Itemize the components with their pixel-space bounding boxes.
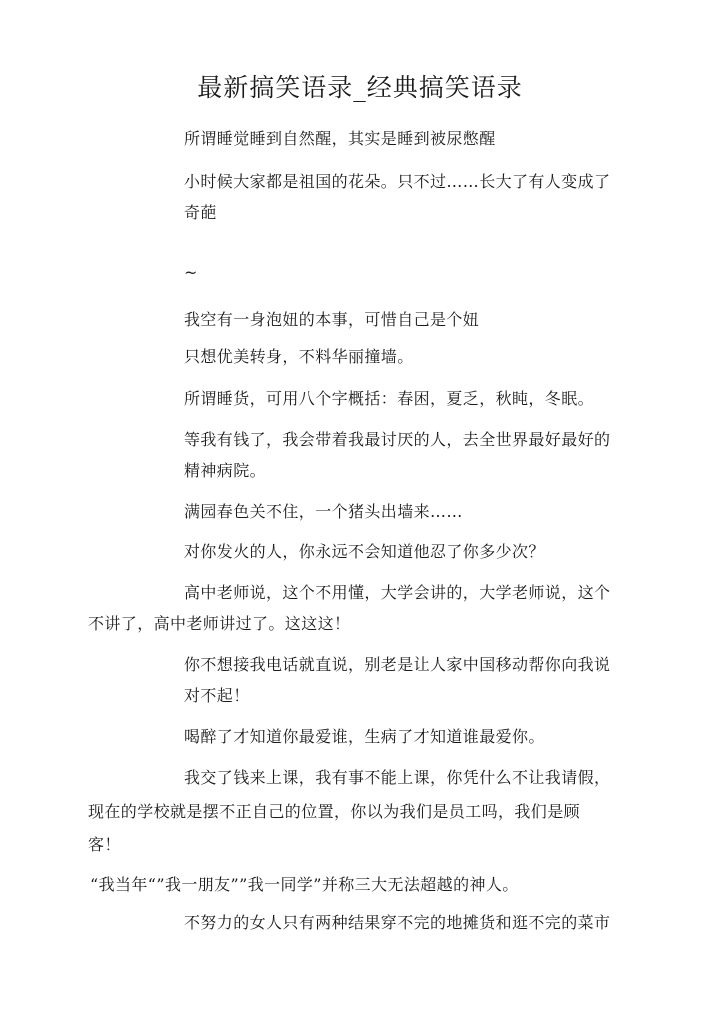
text-line: 现在的学校就是摆不正自己的位置，你以为我们是员工吗，我们是顾 (88, 802, 581, 821)
text-line: ~ (184, 263, 198, 282)
text-line: 你不想接我电话就直说，别老是让人家中国移动帮你向我说 (184, 655, 611, 674)
text-line: 只想优美转身，不料华丽撞墙。 (184, 347, 414, 366)
text-line: 不讲了，高中老师讲过了。这这这！ (88, 614, 351, 633)
text-line: 精神病院。 (184, 461, 267, 480)
text-line: 所谓睡觉睡到自然醒，其实是睡到被尿憋醒 (184, 129, 496, 148)
text-line: 客！ (88, 835, 121, 854)
text-line: “我当年“”我一朋友””我一同学”并称三大无法超越的神人。 (90, 875, 519, 894)
text-line: 对不起！ (184, 686, 250, 705)
text-line: 等我有钱了，我会带着我最讨厌的人，去全世界最好最好的 (184, 430, 611, 449)
text-line: 高中老师说，这个不用懂，大学会讲的，大学老师说，这个 (184, 583, 611, 602)
text-line: 所谓睡货，可用八个字概括：春困，夏乏，秋盹，冬眠。 (184, 389, 595, 408)
text-line: 满园春色关不住，一个猪头出墙来…… (184, 502, 463, 521)
document-title: 最新搞笑语录_经典搞笑语录 (197, 73, 523, 102)
text-line: 喝醉了才知道你最爱谁，生病了才知道谁最爱你。 (184, 727, 545, 746)
text-line: 奇葩 (184, 203, 217, 222)
text-line: 小时候大家都是祖国的花朵。只不过……长大了有人变成了 (184, 172, 611, 191)
text-line: 我空有一身泡妞的本事，可惜自己是个妞 (184, 310, 480, 329)
text-line: 我交了钱来上课，我有事不能上课，你凭什么不让我请假， (184, 768, 611, 787)
text-line: 不努力的女人只有两种结果穿不完的地摊货和逛不完的菜市 (184, 913, 611, 932)
text-line: 对你发火的人，你永远不会知道他忍了你多少次？ (184, 542, 545, 561)
